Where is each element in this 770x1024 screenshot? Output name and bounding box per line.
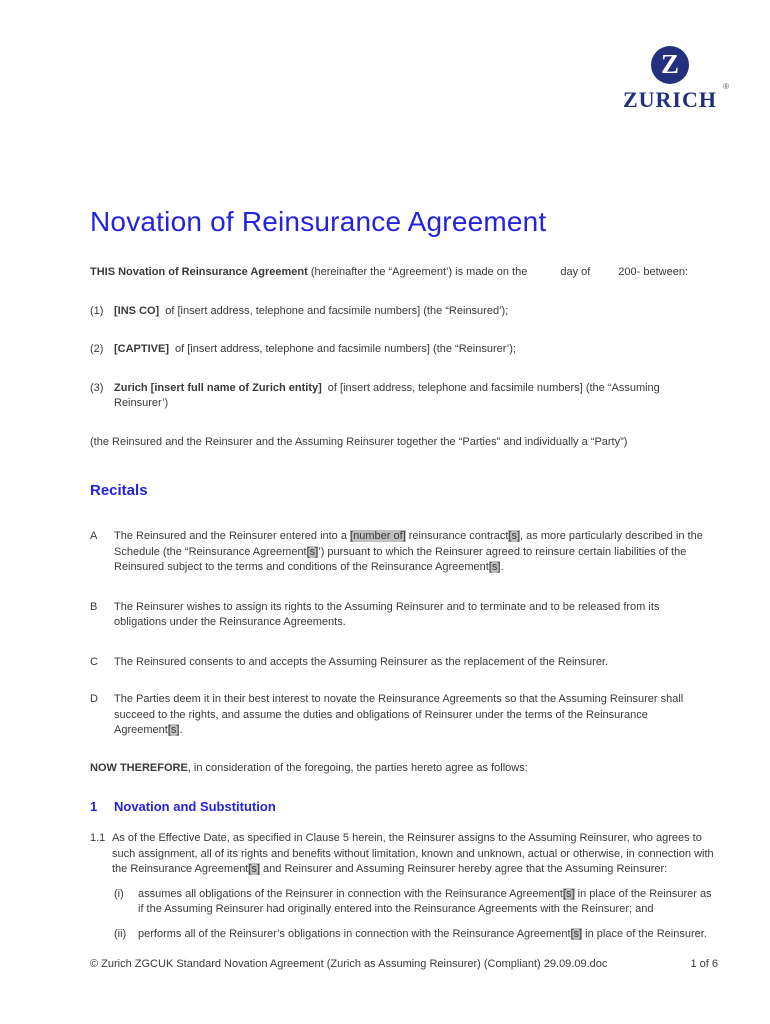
parties-note: (the Reinsured and the Reinsurer and the Assuming Reinsurer together the “Parties” and individually a “Party”) xyxy=(90,435,628,448)
zurich-z-letter: Z xyxy=(660,48,679,79)
now-therefore-paragraph: NOW THEREFORE, in consideration of the foregoing, the parties hereto agree as follows: xyxy=(90,761,528,774)
party-item-3 xyxy=(90,381,715,412)
recital-text: The Parties deem it in their best interest to novate the Reinsurance Agreements so that the Assuming Reinsurer shall succeed to the rights, and assume the duties and obligations of Reinsurer under the terms of the Reinsurance Agreement[s]. xyxy=(114,693,684,736)
recital-label: A xyxy=(90,530,98,542)
recital-label: D xyxy=(90,693,98,705)
section-title: Novation and Substitution xyxy=(114,799,276,814)
recital-text: The Reinsured consents to and accepts the Assuming Reinsurer as the replacement of the Reinsurer. xyxy=(114,655,609,668)
party-number: (1) xyxy=(90,304,104,317)
subclause-text: performs all of the Reinsurer’s obligations in connection with the Reinsurance Agreement[s] in place of the Reinsurer. xyxy=(138,927,707,940)
recital-text: The Reinsurer wishes to assign its rights to the Assuming Reinsurer and to terminate and to be released from its obligations under the Reinsurance Agreements. xyxy=(114,600,660,628)
recital-item-a xyxy=(90,529,715,576)
clause-1-1 xyxy=(90,831,715,878)
party-text: [INS CO] of [insert address, telephone and facsimile numbers] (the “Reinsured’); xyxy=(114,304,509,317)
section-number: 1 xyxy=(90,799,98,814)
party-text: [CAPTIVE] of [insert address, telephone and facsimile numbers] (the “Reinsurer’); xyxy=(114,343,516,355)
recital-item-c xyxy=(90,655,715,671)
footer-page-number: 1 of 6 xyxy=(690,958,718,970)
zurich-wordmark: ZURICH xyxy=(622,87,717,112)
recitals-heading: Recitals xyxy=(90,482,148,499)
zurich-wordmark-row xyxy=(622,82,729,112)
party-item-1 xyxy=(90,304,715,320)
party-number: (2) xyxy=(90,343,104,355)
document-content xyxy=(90,205,715,942)
recital-item-d xyxy=(90,692,715,739)
subclause-text: assumes all obligations of the Reinsurer in connection with the Reinsurance Agreement[s] in place of the Reinsurer as if the Assuming Reinsurer had originally entered into the Reinsurance Agreements with the Reinsurer; and xyxy=(138,887,712,915)
clause-number: 1.1 xyxy=(90,832,106,844)
zurich-logo-circle-icon xyxy=(651,46,689,84)
recital-label: B xyxy=(90,600,98,613)
recital-label: C xyxy=(90,655,98,668)
zurich-logo xyxy=(616,46,729,112)
recital-item-b xyxy=(90,600,715,631)
subclause-number: (i) xyxy=(114,887,124,900)
footer-document-reference: © Zurich ZGCUK Standard Novation Agreement (Zurich as Assuming Reinsurer) (Compliant) 29.09.09.doc xyxy=(90,958,608,970)
clause-text: As of the Effective Date, as specified in Clause 5 herein, the Reinsurer assigns to the Assuming Reinsurer, who agrees to such assignment, all of its rights and benefits without limitation, known and unknown, actual or otherwise, in connection with the Reinsurance Agreement[s] and Reinsurer and Assuming Reinsurer hereby agree that the Assuming Reinsurer: xyxy=(112,832,714,875)
party-item-2 xyxy=(90,342,715,358)
recital-text: The Reinsured and the Reinsurer entered into a [number of] reinsurance contract[s], as more particularly described in the Schedule (the “Reinsurance Agreement[s]’) pursuant to which the Reinsurer agreed to reinsure certain liabilities of the Reinsured subject to the terms and conditions of the Reinsurance Agreement[s]. xyxy=(114,530,703,573)
subclause-ii xyxy=(114,927,715,943)
subclause-number: (ii) xyxy=(114,927,127,940)
section-1-heading xyxy=(90,799,715,814)
intro-paragraph: THIS Novation of Reinsurance Agreement (hereinafter the “Agreement’) is made on the day of 200- between: xyxy=(90,266,689,278)
document-title: Novation of Reinsurance Agreement xyxy=(90,206,547,237)
party-text: Zurich [insert full name of Zurich entity] of [insert address, telephone and facsimile numbers] (the “Assuming Reinsurer’) xyxy=(114,381,660,409)
registered-trademark-icon: ® xyxy=(723,82,729,91)
page-footer xyxy=(90,958,718,970)
subclause-i xyxy=(114,887,715,918)
party-number: (3) xyxy=(90,381,104,394)
